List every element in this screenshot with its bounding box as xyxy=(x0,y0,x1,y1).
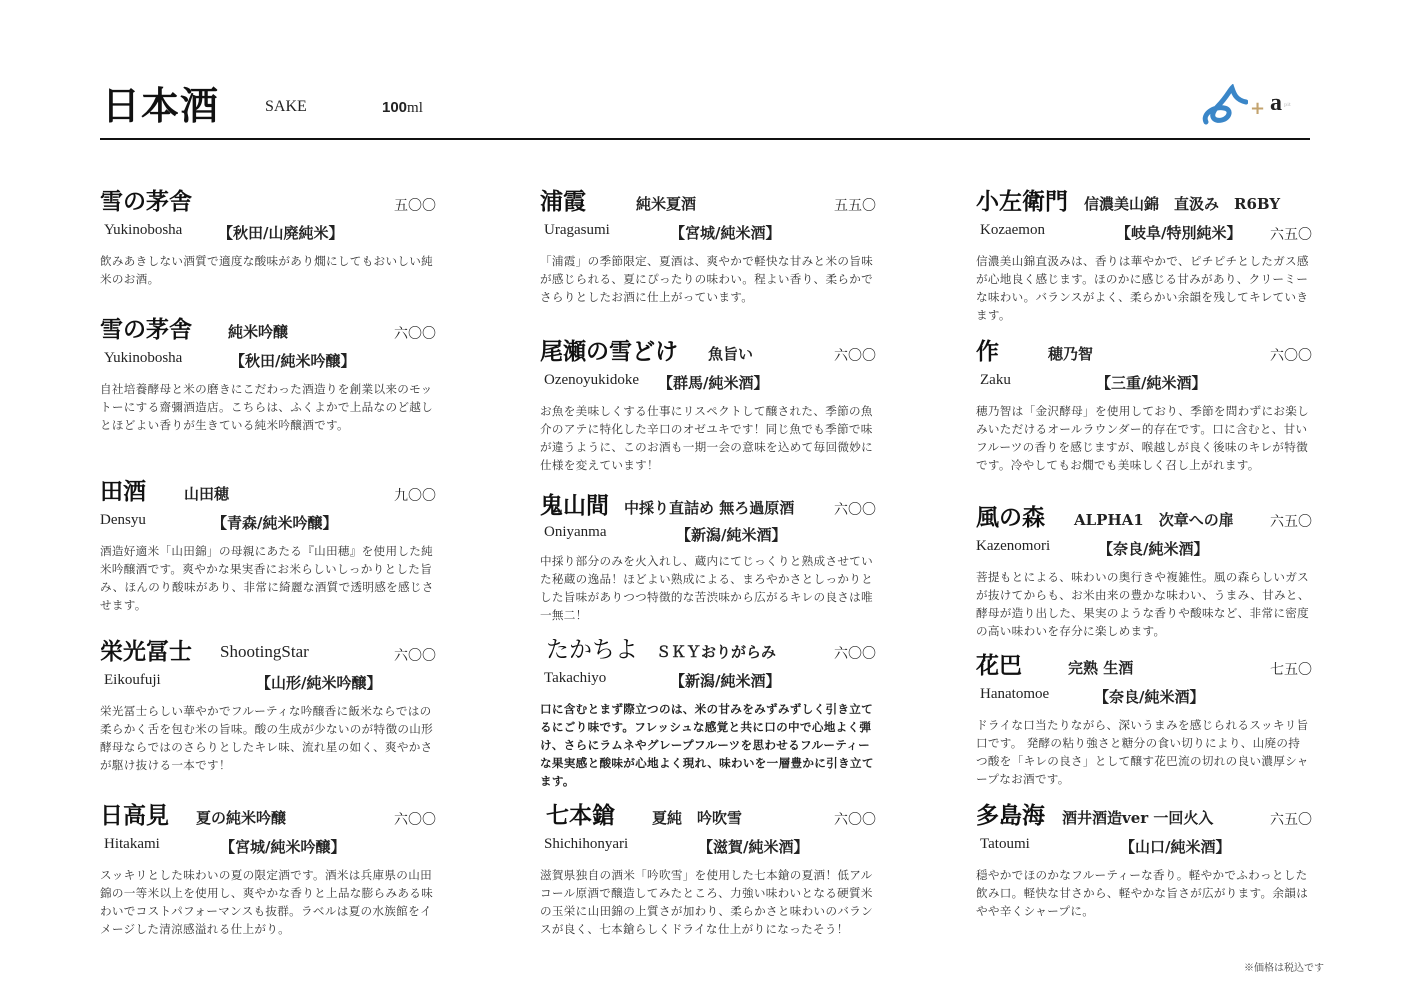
sake-price: 六〇〇 xyxy=(394,812,436,828)
sake-romaji: Tatoumi xyxy=(980,836,1030,852)
sake-description: スッキリとした味わいの夏の限定酒です。酒米は兵庫県の山田錦の一等米以上を使用し、爽やかな香りと上品な膨らみある味わいでコストパフォーマンスも抜群。ラベルは夏の水族館をイメージした清涼感溢れる仕上がり。 xyxy=(100,868,434,936)
sake-origin: 【秋田/山廃純米】 xyxy=(218,224,344,242)
sake-variant: 魚旨い xyxy=(708,345,754,363)
sake-name: 花巴 xyxy=(976,652,1022,679)
tax-note: ※価格は税込です xyxy=(1244,963,1324,974)
sake-price: 六〇〇 xyxy=(394,648,436,664)
sake-item xyxy=(100,314,436,434)
sake-description: ドライな口当たりながら、深いうまみを感じられるスッキリ旨口です。 発酵の粘り強さと糖分の食い切りにより、山廃の持つ酸を「キレの良さ」として醸す花巴流の切れの良い濃厚シャープなお酒です。 xyxy=(976,718,1309,786)
sake-price: 六〇〇 xyxy=(834,812,876,828)
sake-name: 雪の茅舎 xyxy=(100,188,192,215)
sake-romaji: Uragasumi xyxy=(544,222,610,238)
sake-romaji: Shichihonyari xyxy=(544,836,629,852)
sake-item xyxy=(540,634,876,790)
sake-name: 浦霞 xyxy=(540,188,586,215)
sake-description: 口に含むとまず際立つのは、米の甘みをみずみずしく引き立てるにごり味です。フレッシュな感覚と共に口の中で心地よく弾け、さらにラムネやグレープフルーツを思わせるフルーティーな果実感と酸味が心地よく現れ、味わいを一層豊かに引き立てます。 xyxy=(540,702,874,788)
sake-item xyxy=(976,336,1312,474)
sake-name: たかちよ xyxy=(546,637,638,663)
sake-variant: 信濃美山錦 直汲み R6BY xyxy=(1084,195,1281,213)
sake-name: 栄光冨士 xyxy=(100,638,192,665)
sake-origin: 【奈良/純米酒】 xyxy=(1098,540,1209,558)
sake-origin: 【奈良/純米酒】 xyxy=(1094,688,1205,706)
sake-origin: 【群馬/純米酒】 xyxy=(658,374,769,392)
sake-item xyxy=(540,800,876,938)
sake-description: 信濃美山錦直汲みは、香りは華やかで、ピチピチとしたガス感が心地良く感じます。ほのかに感じる甘みがあり、クリーミーな味わい。バランスがよく、柔らかい余韻を残してキレていきます。 xyxy=(976,254,1309,322)
sake-origin: 【新潟/純米酒】 xyxy=(670,672,781,690)
sake-variant: ＳＫＹおりがらみ xyxy=(656,643,777,661)
sake-name: 作 xyxy=(976,338,999,365)
sake-item xyxy=(976,502,1312,640)
sake-variant: 完熟 生酒 xyxy=(1068,659,1134,677)
logo-mark-icon xyxy=(1200,84,1248,128)
sake-variant: 穂乃智 xyxy=(1048,345,1094,363)
sake-name: 鬼山間 xyxy=(540,492,609,519)
sake-romaji: Eikoufuji xyxy=(104,672,161,688)
sake-romaji: Hanatomoe xyxy=(980,686,1050,702)
sake-name: 七本鎗 xyxy=(546,802,615,829)
sake-item xyxy=(976,186,1312,324)
menu-header xyxy=(100,84,1310,140)
sake-item xyxy=(976,800,1312,920)
sake-variant: 夏純 吟吹雪 xyxy=(652,809,743,827)
sake-origin: 【宮城/純米酒】 xyxy=(670,224,781,242)
sake-description: 自社培養酵母と米の磨きにこだわった酒造りを創業以来のモットーにする齋彌酒造店。こちらは、ふくよかで上品なのど越しとほどよい香りが生きている純米吟醸酒です。 xyxy=(100,382,434,432)
volume-number: 100 xyxy=(382,99,408,116)
sake-description: 菩提もとによる、味わいの奥行きや複雑性。風の森らしいガスが抜けてからも、お米由来の豊かな味わい、うまみ、甘みと、酵母が造り出した、果実のような香りや酸味など、非常に密度の高い味わいを存分に楽しめます。 xyxy=(976,570,1310,638)
sake-item xyxy=(976,650,1312,788)
sake-variant: 純米夏酒 xyxy=(636,195,697,213)
sake-variant: 酒井酒造ver 一回火入 xyxy=(1062,809,1214,827)
sake-romaji: Densyu xyxy=(100,512,146,528)
sake-name: 風の森 xyxy=(976,504,1045,531)
sake-item xyxy=(100,636,436,774)
sake-description: 穂乃智は「金沢酵母」を使用しており、季節を問わずにお楽しみいただけるオールラウンダー的存在です。口に含むと、甘いフルーツの香りを感じますが、喉越しが良く後味のキレが特徴です。冷やしてもお燗でも美味しく召し上がれます。 xyxy=(976,404,1310,472)
sake-description: 「浦霞」の季節限定、夏酒は、爽やかで軽快な甘みと米の旨味が感じられる、夏にぴったりの味わい。程よい香り、柔らかでさらりとしたお酒に仕上がっています。 xyxy=(540,254,874,304)
sake-variant: 夏の純米吟醸 xyxy=(196,809,287,827)
sake-price: 六〇〇 xyxy=(394,326,436,342)
logo-plus: + xyxy=(1250,98,1266,119)
sake-variant: 純米吟醸 xyxy=(228,323,289,341)
sake-description: お魚を美味しくする仕事にリスペクトして醸された、季節の魚介のアテに特化した辛口のオゼユキです！同じ魚でも季節で味が違うように、このお酒も一期一会の意味を込めて毎回微妙に仕様を変えています！ xyxy=(540,404,874,472)
sake-romaji: Hitakami xyxy=(104,836,160,852)
sake-name: 小左衛門 xyxy=(976,188,1068,215)
sake-variant: 中採り直詰め 無ろ過原酒 xyxy=(624,499,795,517)
sake-description: 酒造好適米「山田錦」の母親にあたる『山田穂』を使用した純米吟醸酒です。爽やかな果実香にお米らしいしっかりとした旨み、ほんのり酸味があり、非常に綺麗な酒質で透明感を感じさせます。 xyxy=(100,544,434,612)
sake-price: 六五〇 xyxy=(1270,227,1312,243)
sake-item xyxy=(540,186,876,306)
sake-price: 六〇〇 xyxy=(834,348,876,364)
sake-origin: 【山口/純米酒】 xyxy=(1120,838,1231,856)
sake-price: 九〇〇 xyxy=(394,488,436,504)
sake-description: 栄光冨士らしい華やかでフルーティな吟醸香に飯米ならではの柔らかく舌を包む米の旨味。酸の生成が少ないのが特徴の山形酵母ならではのさらりとしたキレ味、流れ星の如く、爽やかさが駆け抜ける一本です！ xyxy=(100,704,434,772)
sake-item xyxy=(100,800,436,938)
sake-item xyxy=(540,336,876,474)
sake-romaji: Takachiyo xyxy=(544,670,607,686)
sake-romaji: Yukinobosha xyxy=(104,222,183,238)
page-subtitle: SAKE xyxy=(265,98,307,115)
volume-unit: ml xyxy=(407,100,423,116)
sake-name: 田酒 xyxy=(100,478,146,505)
sake-origin: 【岐阜/特別純米】 xyxy=(1116,224,1242,242)
sake-price: 五五〇 xyxy=(834,198,876,214)
sake-item xyxy=(100,476,436,614)
sake-romaji: Kozaemon xyxy=(980,222,1045,238)
sake-origin: 【青森/純米吟醸】 xyxy=(212,514,338,532)
sake-origin: 【滋賀/純米酒】 xyxy=(698,838,809,856)
sake-variant: ShootingStar xyxy=(220,642,309,661)
sake-name: 日高見 xyxy=(100,802,169,829)
sake-description: 滋賀県独自の酒米「吟吹雪」を使用した七本鎗の夏酒！低アルコール原酒で醸造してみたところ、力強い味わいとなる硬質米の玉栄に山田錦の上質さが加わり、柔らかさと味わいのバランスが良く、七本鎗らしくドライな仕上がりになったそう！ xyxy=(540,868,874,936)
sake-name: 雪の茅舎 xyxy=(100,316,192,343)
sake-origin: 【三重/純米酒】 xyxy=(1096,374,1207,392)
sake-variant: ALPHA1 次章への扉 xyxy=(1074,511,1234,529)
sake-romaji: Zaku xyxy=(980,372,1011,388)
sake-price: 六〇〇 xyxy=(834,646,876,662)
logo-letter: a xyxy=(1270,90,1282,116)
sake-description: 穏やかでほのかなフルーティーな香り。軽やかでふわっとした飲み口。軽快な甘さから、軽やかな旨さが広がります。余韻はやや辛くシャープに。 xyxy=(976,868,1309,918)
sake-origin: 【秋田/純米吟醸】 xyxy=(230,352,356,370)
header-divider xyxy=(100,138,1310,140)
sake-variant: 山田穂 xyxy=(184,485,230,503)
sake-price: 七五〇 xyxy=(1270,662,1312,678)
sake-price: 五〇〇 xyxy=(394,198,436,214)
sake-price: 六五〇 xyxy=(1270,514,1312,530)
sake-romaji: Kazenomori xyxy=(976,538,1051,554)
sake-description: 飲みあきしない酒質で適度な酸味があり燗にしてもおいしい純米のお酒。 xyxy=(100,254,434,286)
logo-tiny-text: pit xyxy=(1284,102,1291,108)
sake-item xyxy=(100,186,436,288)
sake-romaji: Ozenoyukidoke xyxy=(544,372,639,388)
sake-origin: 【宮城/純米吟醸】 xyxy=(220,838,346,856)
sake-item xyxy=(540,490,876,624)
brand-logo xyxy=(1200,84,1290,128)
sake-description: 中採り部分のみを火入れし、蔵内にてじっくりと熟成させていた秘蔵の逸品！ほどよい熟成による、まろやかさとしっかりとした旨味がありつつ特徴的な苦渋味から広がるキレの良さは唯一無二！ xyxy=(540,554,874,622)
sake-name: 多島海 xyxy=(976,802,1045,829)
sake-name: 尾瀬の雪どけ xyxy=(540,338,678,365)
page-title: 日本酒 xyxy=(102,83,220,128)
sake-price: 六〇〇 xyxy=(834,502,876,518)
sake-romaji: Oniyanma xyxy=(544,524,607,540)
sake-price: 六〇〇 xyxy=(1270,348,1312,364)
sake-origin: 【新潟/純米酒】 xyxy=(676,526,787,544)
sake-origin: 【山形/純米吟醸】 xyxy=(256,674,382,692)
sake-price: 六五〇 xyxy=(1270,812,1312,828)
sake-romaji: Yukinobosha xyxy=(104,350,183,366)
serving-volume xyxy=(382,98,423,117)
